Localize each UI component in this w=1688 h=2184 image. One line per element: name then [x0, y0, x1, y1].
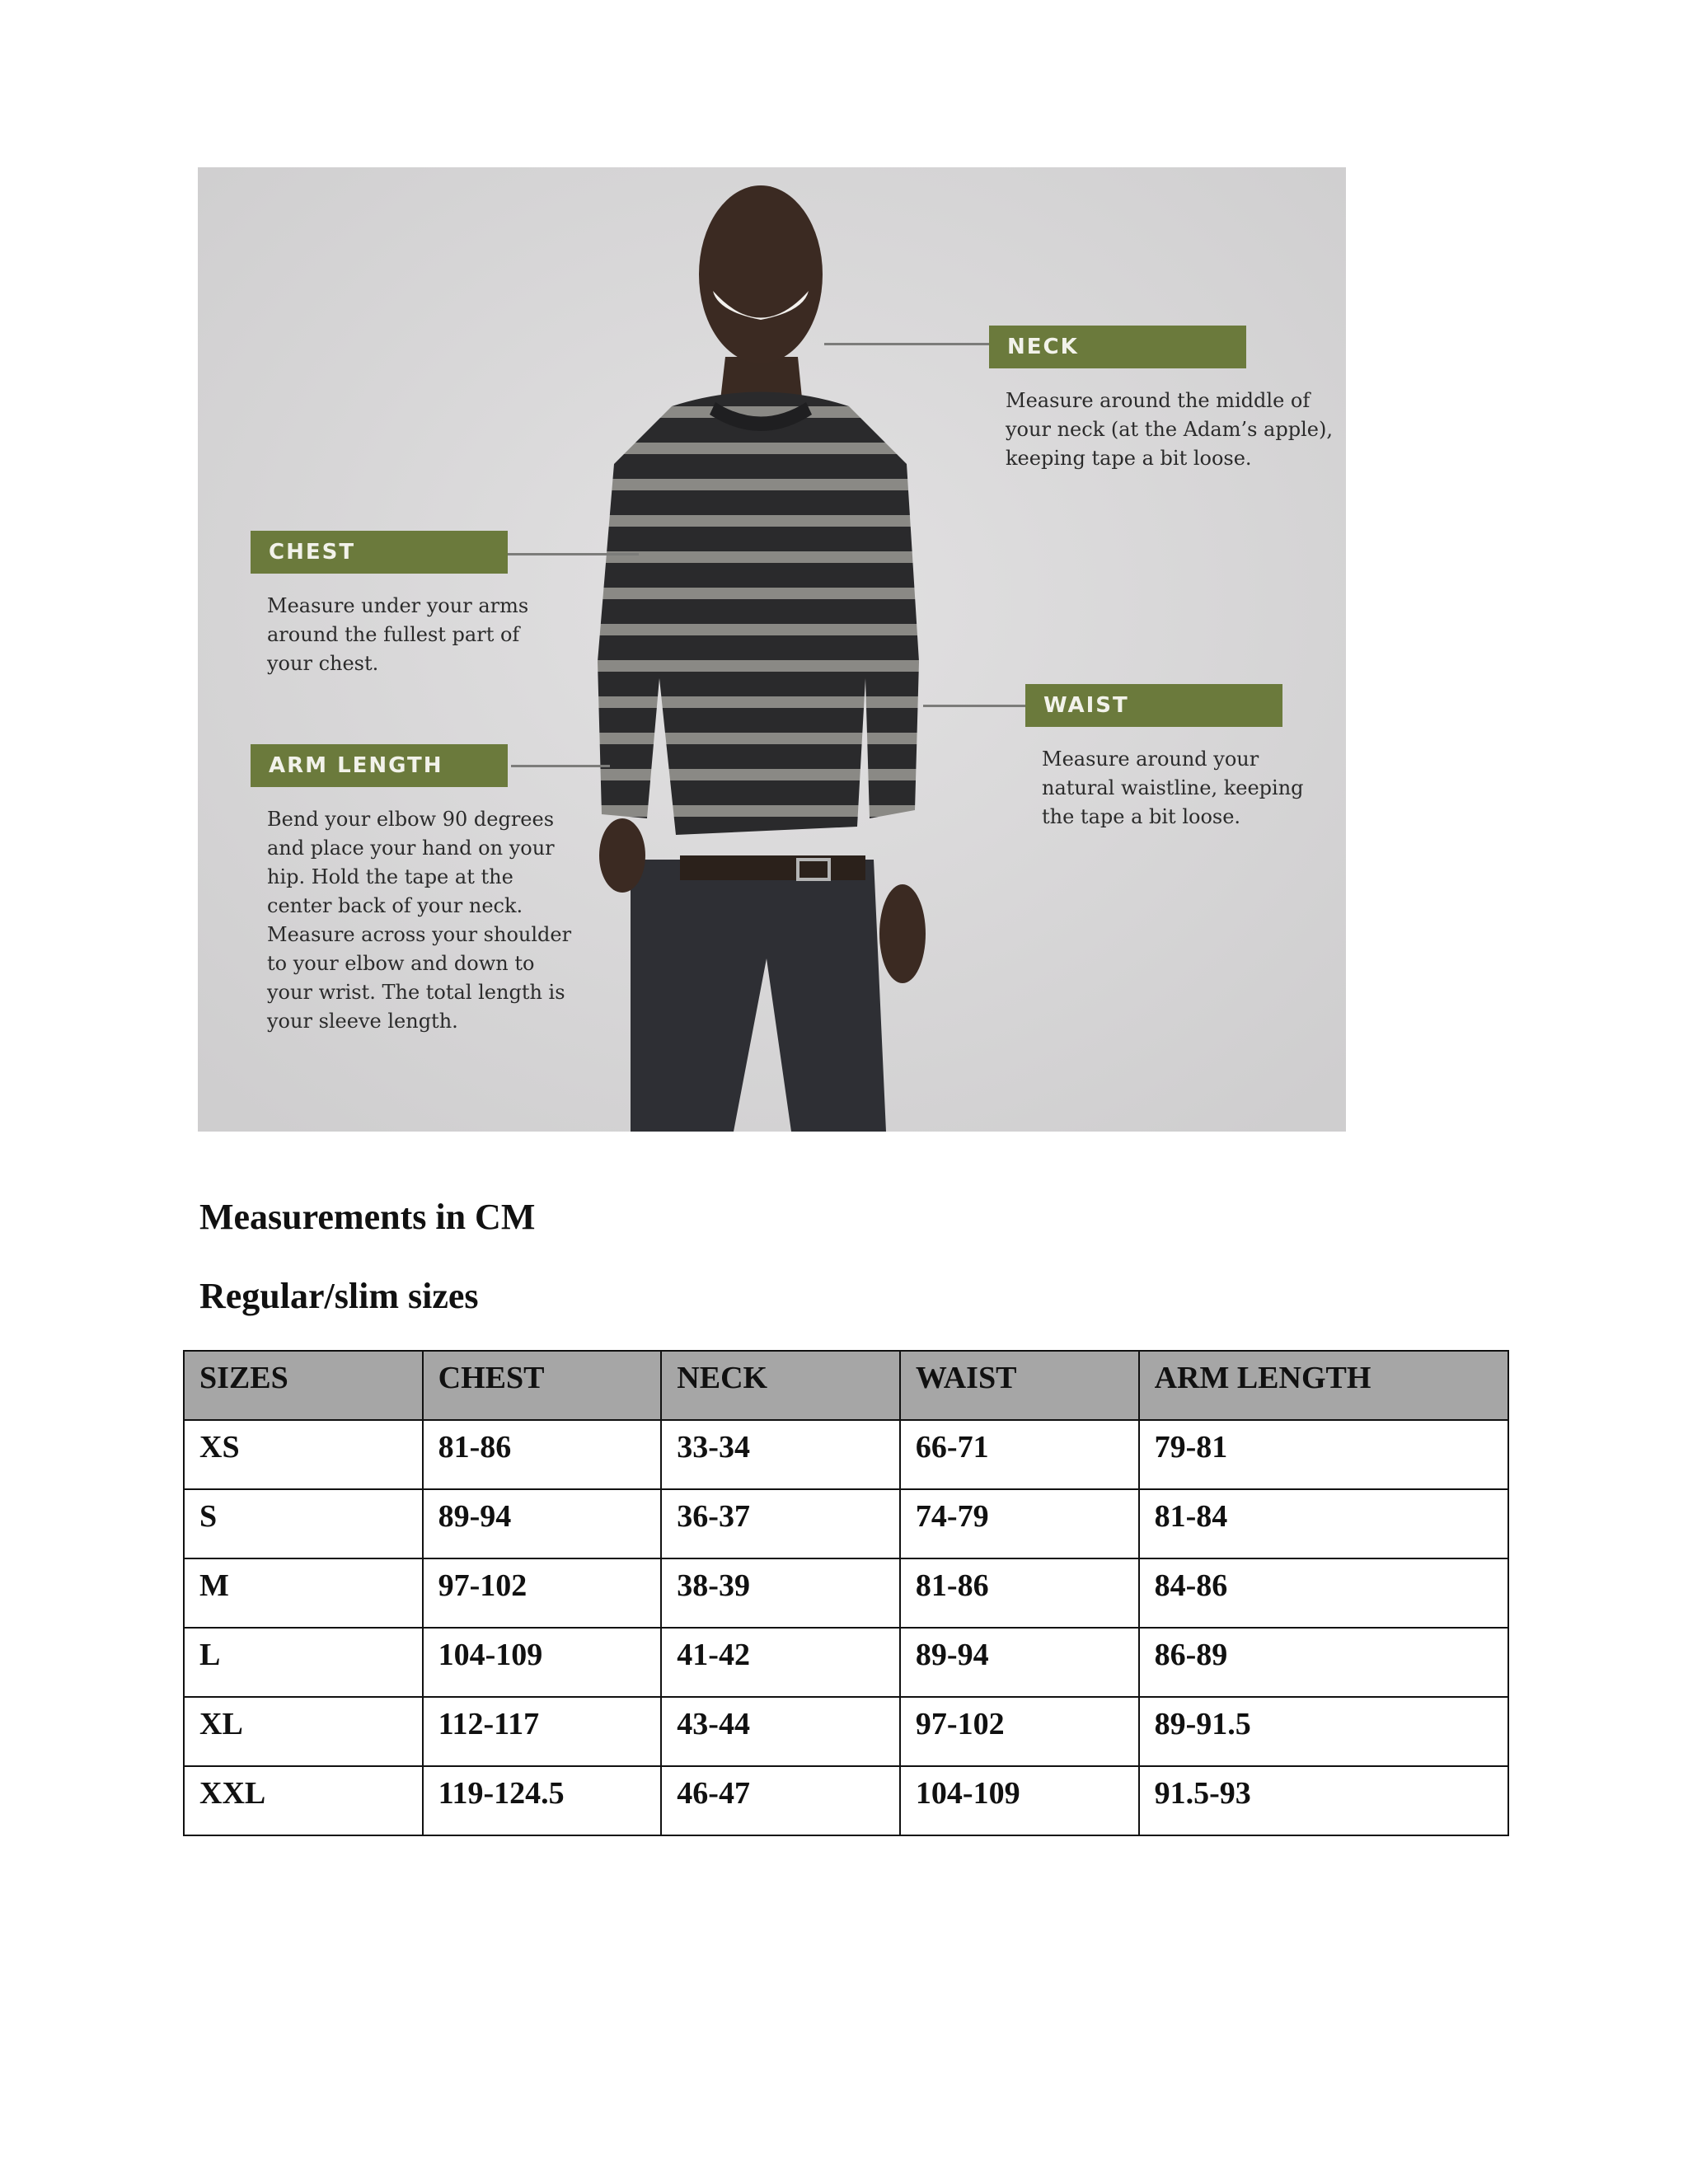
neck-description: Measure around the middle of your neck (at the Adam’s apple), keeping tape a bit loose.: [1006, 389, 1333, 470]
cell-waist: 74-79: [900, 1489, 1139, 1558]
cell-neck: 41-42: [661, 1628, 900, 1697]
cell-chest: 81-86: [423, 1420, 662, 1489]
table-row: [184, 1558, 1508, 1628]
cell-arm-length: 86-89: [1139, 1628, 1508, 1697]
cell-chest: 119-124.5: [423, 1766, 662, 1835]
cell-arm-length: 81-84: [1139, 1489, 1508, 1558]
cell-chest: 112-117: [423, 1697, 662, 1766]
cell-neck: 33-34: [661, 1420, 900, 1489]
header-chest: CHEST: [423, 1351, 662, 1420]
cell-waist: 89-94: [900, 1628, 1139, 1697]
cell-size: M: [184, 1558, 423, 1628]
header-sizes: SIZES: [184, 1351, 423, 1420]
cell-waist: 97-102: [900, 1697, 1139, 1766]
arm-length-tag: ARM LENGTH: [251, 744, 508, 787]
chest-callout: [251, 531, 564, 678]
cell-neck: 46-47: [661, 1766, 900, 1835]
neck-tag: NECK: [989, 326, 1246, 368]
table-row: [184, 1766, 1508, 1835]
header-arm-length: ARM LENGTH: [1139, 1351, 1508, 1420]
waist-tag: WAIST: [1025, 684, 1282, 727]
waist-description: Measure around your natural waistline, keeping the tape a bit loose.: [1042, 748, 1304, 828]
cell-chest: 89-94: [423, 1489, 662, 1558]
cell-arm-length: 91.5-93: [1139, 1766, 1508, 1835]
waist-callout: [1025, 684, 1339, 832]
waist-leader-line: [923, 705, 1039, 707]
table-header-row: [184, 1351, 1508, 1420]
cell-size: XS: [184, 1420, 423, 1489]
cell-arm-length: 84-86: [1139, 1558, 1508, 1628]
header-neck: NECK: [661, 1351, 900, 1420]
arm-length-description: Bend your elbow 90 degrees and place your hand on your hip. Hold the tape at the center back of your neck. Measure across your shoulder to your elbow and down to your wrist. The total length is your sleeve length.: [267, 808, 572, 1033]
neck-callout: [989, 326, 1346, 473]
cell-arm-length: 79-81: [1139, 1420, 1508, 1489]
units-heading: Measurements in CM: [199, 1197, 536, 1237]
table-row: [184, 1420, 1508, 1489]
cell-size: S: [184, 1489, 423, 1558]
table-row: [184, 1489, 1508, 1558]
chest-description: Measure under your arms around the fullest part of your chest.: [267, 594, 529, 675]
cell-chest: 104-109: [423, 1628, 662, 1697]
table-row: [184, 1628, 1508, 1697]
cell-size: L: [184, 1628, 423, 1697]
chest-tag: CHEST: [251, 531, 508, 574]
arm-length-callout: [251, 744, 597, 1036]
cell-size: XL: [184, 1697, 423, 1766]
cell-arm-length: 89-91.5: [1139, 1697, 1508, 1766]
fit-heading: Regular/slim sizes: [199, 1276, 479, 1316]
table-row: [184, 1697, 1508, 1766]
cell-neck: 36-37: [661, 1489, 900, 1558]
cell-neck: 43-44: [661, 1697, 900, 1766]
cell-waist: 104-109: [900, 1766, 1139, 1835]
cell-size: XXL: [184, 1766, 423, 1835]
cell-chest: 97-102: [423, 1558, 662, 1628]
cell-neck: 38-39: [661, 1558, 900, 1628]
size-chart-table: [183, 1350, 1509, 1836]
measurement-guide-figure: [198, 167, 1346, 1132]
header-waist: WAIST: [900, 1351, 1139, 1420]
cell-waist: 81-86: [900, 1558, 1139, 1628]
cell-waist: 66-71: [900, 1420, 1139, 1489]
